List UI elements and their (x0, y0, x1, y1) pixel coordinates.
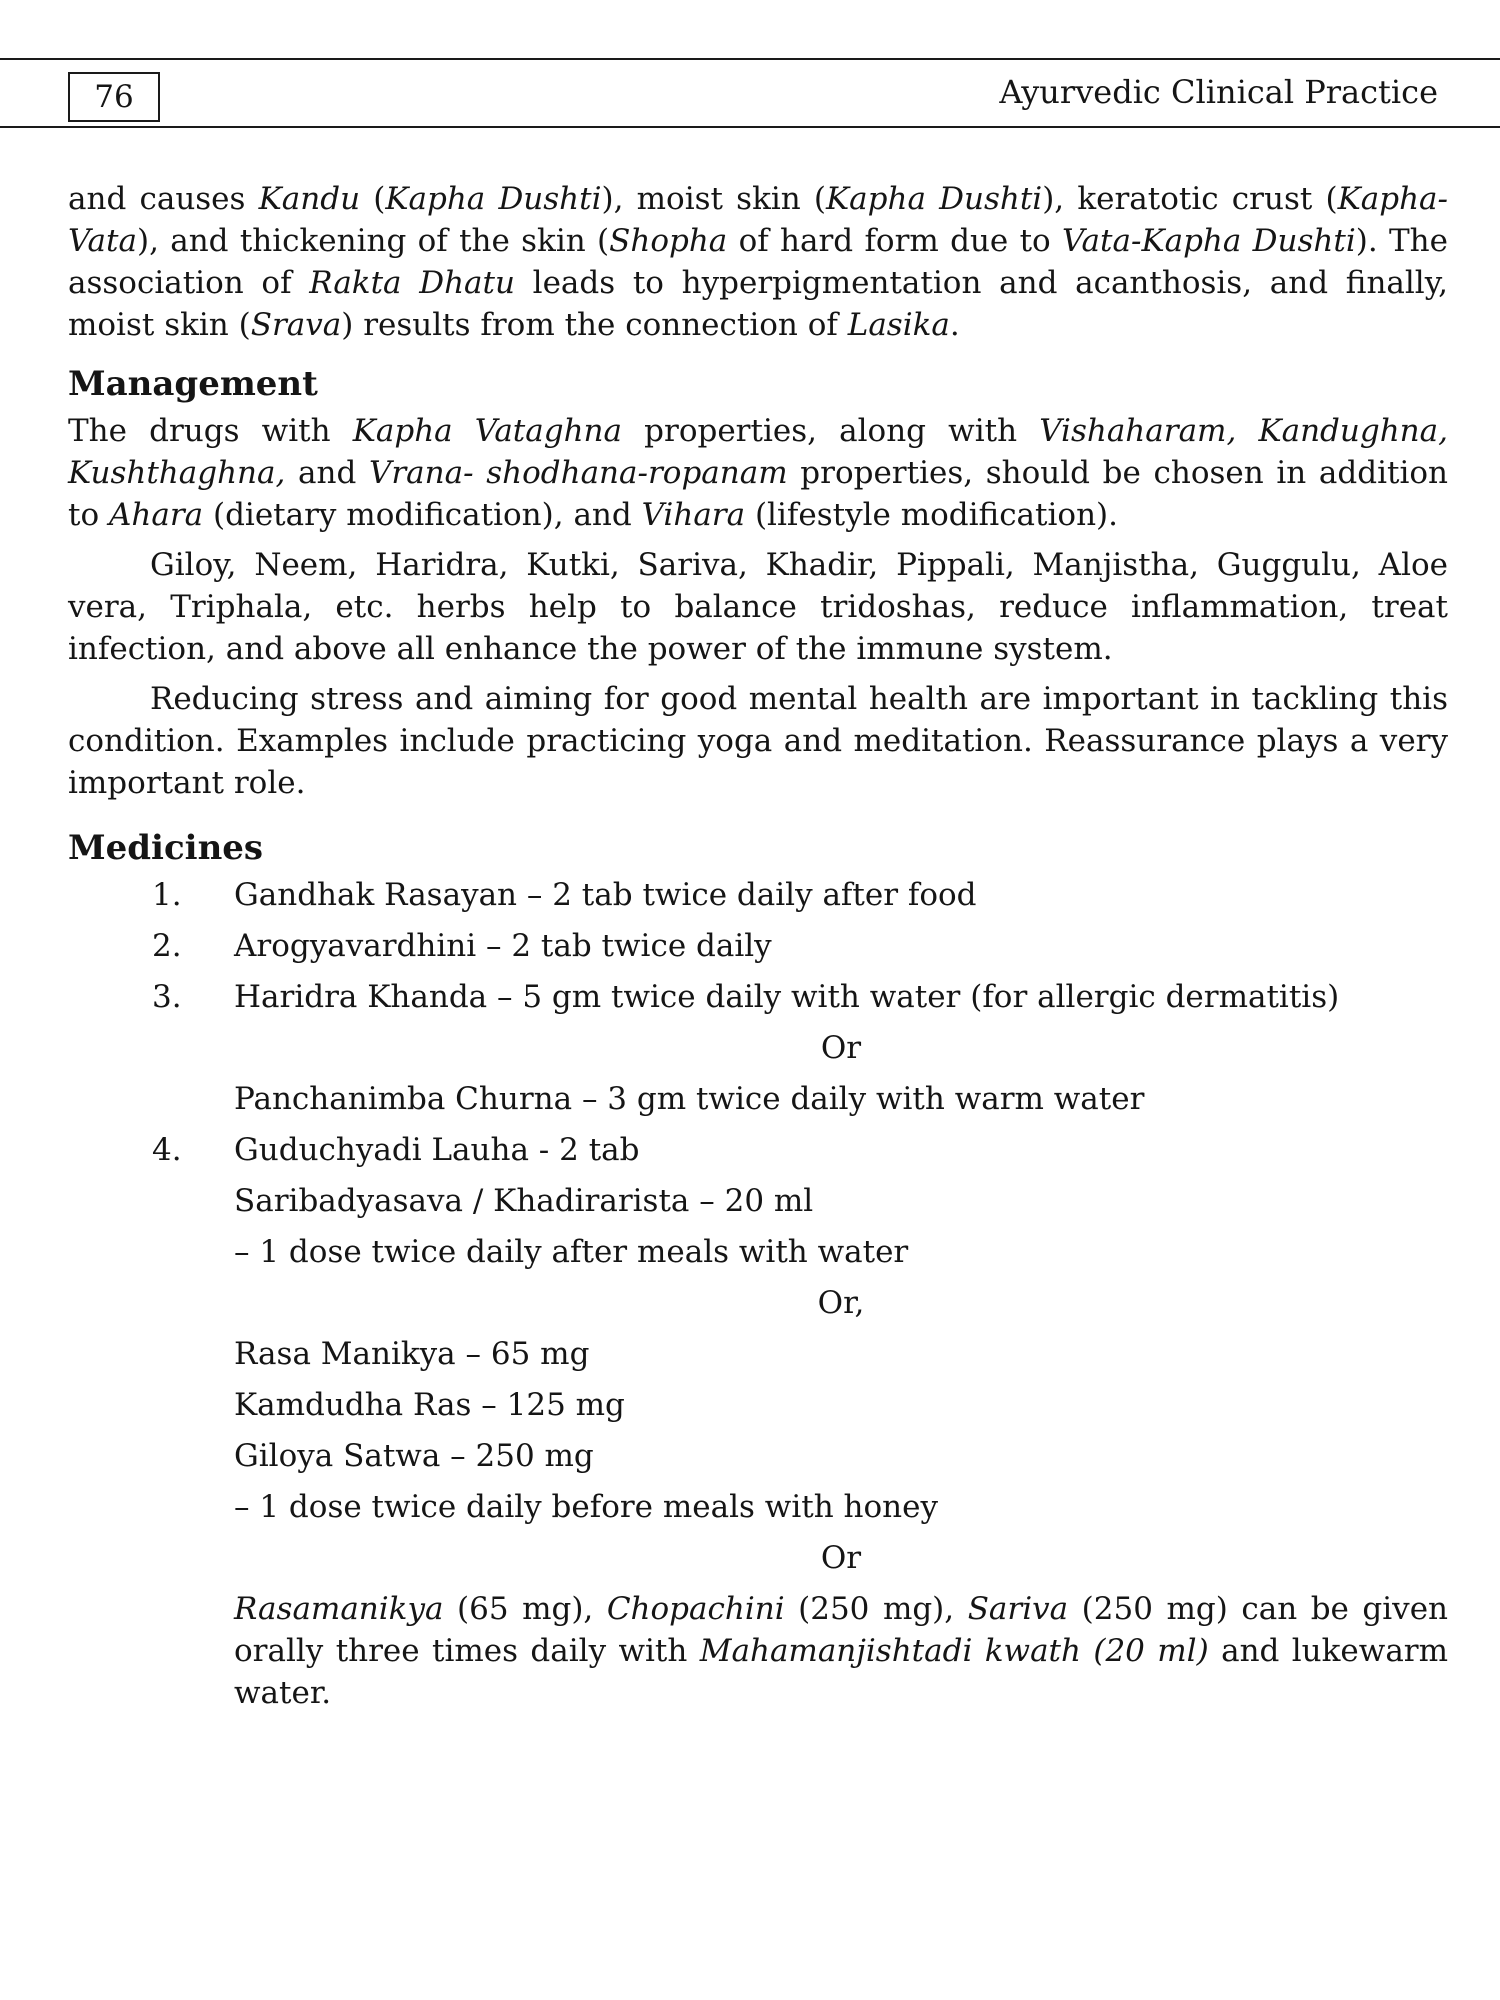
management-paragraph-3: Reducing stress and aiming for good mental health are important in tackling this condition. Examples include practicing yoga and meditation. Reassurance plays a very important role. (68, 681, 1448, 801)
page-body (68, 178, 1448, 1714)
page-number-box (68, 72, 160, 122)
sub-line: Kamdudha Ras – 125 mg (234, 1387, 625, 1423)
item-number: 3. (152, 979, 182, 1015)
running-title: Ayurvedic Clinical Practice (999, 73, 1438, 111)
alternative-line: Panchanimba Churna – 3 gm twice daily with warm water (234, 1081, 1145, 1117)
top-rule (0, 58, 1500, 60)
page-number: 76 (94, 79, 134, 115)
sub-line: – 1 dose twice daily after meals with water (234, 1234, 909, 1270)
management-paragraph-2: Giloy, Neem, Haridra, Kutki, Sariva, Khadir, Pippali, Manjistha, Guggulu, Aloe vera, Triphala, etc. herbs help to balance tridoshas, reduce inflammation, treat infection, and above all enhance the power of the immune system. (68, 547, 1448, 667)
item-number: 2. (152, 928, 182, 964)
medicines-heading: Medicines (68, 828, 264, 868)
header-rule (0, 126, 1500, 128)
list-item: 4. Guduchyadi Lauha - 2 tab (68, 1129, 1448, 1171)
or-separator: Or, (817, 1285, 865, 1321)
or-separator: Or (820, 1540, 862, 1576)
sub-line: Rasa Manikya – 65 mg (234, 1336, 590, 1372)
item-number: 1. (152, 877, 182, 913)
list-item: 1. Gandhak Rasayan – 2 tab twice daily after food (68, 874, 1448, 916)
or-separator: Or (820, 1030, 862, 1066)
management-paragraph-1: The drugs with Kapha Vataghna properties, along with Vishaharam, Kandughna, Kushthaghna, and Vrana- shodhana-ropanam properties, should be chosen in addition to Ahara (dietary modification), and Vihara (lifestyle modification). (68, 413, 1448, 533)
management-heading: Management (68, 364, 318, 404)
sub-line: Saribadyasava / Khadirarista – 20 ml (234, 1183, 814, 1219)
final-alternative: Rasamanikya (65 mg), Chopachini (250 mg), Sariva (250 mg) can be given orally three times daily with Mahamanjishtadi kwath (20 ml) and lukewarm water. (234, 1591, 1449, 1711)
sub-line: – 1 dose twice daily before meals with honey (234, 1489, 938, 1525)
item-number: 4. (152, 1132, 182, 1168)
sub-line: Giloya Satwa – 250 mg (234, 1438, 594, 1474)
list-item: 2. Arogyavardhini – 2 tab twice daily (68, 925, 1448, 967)
intro-paragraph: and causes Kandu (Kapha Dushti), moist skin (Kapha Dushti), keratotic crust (Kapha-Vata), and thickening of the skin (Shopha of hard form due to Vata-Kapha Dushti). The association of Rakta Dhatu leads to hyperpigmentation and acanthosis, and finally, moist skin (Srava) results from the connection of Lasika. (68, 181, 1448, 343)
medicines-list (68, 874, 1448, 1714)
list-item: 3. Haridra Khanda – 5 gm twice daily with water (for allergic dermatitis) (68, 976, 1448, 1018)
